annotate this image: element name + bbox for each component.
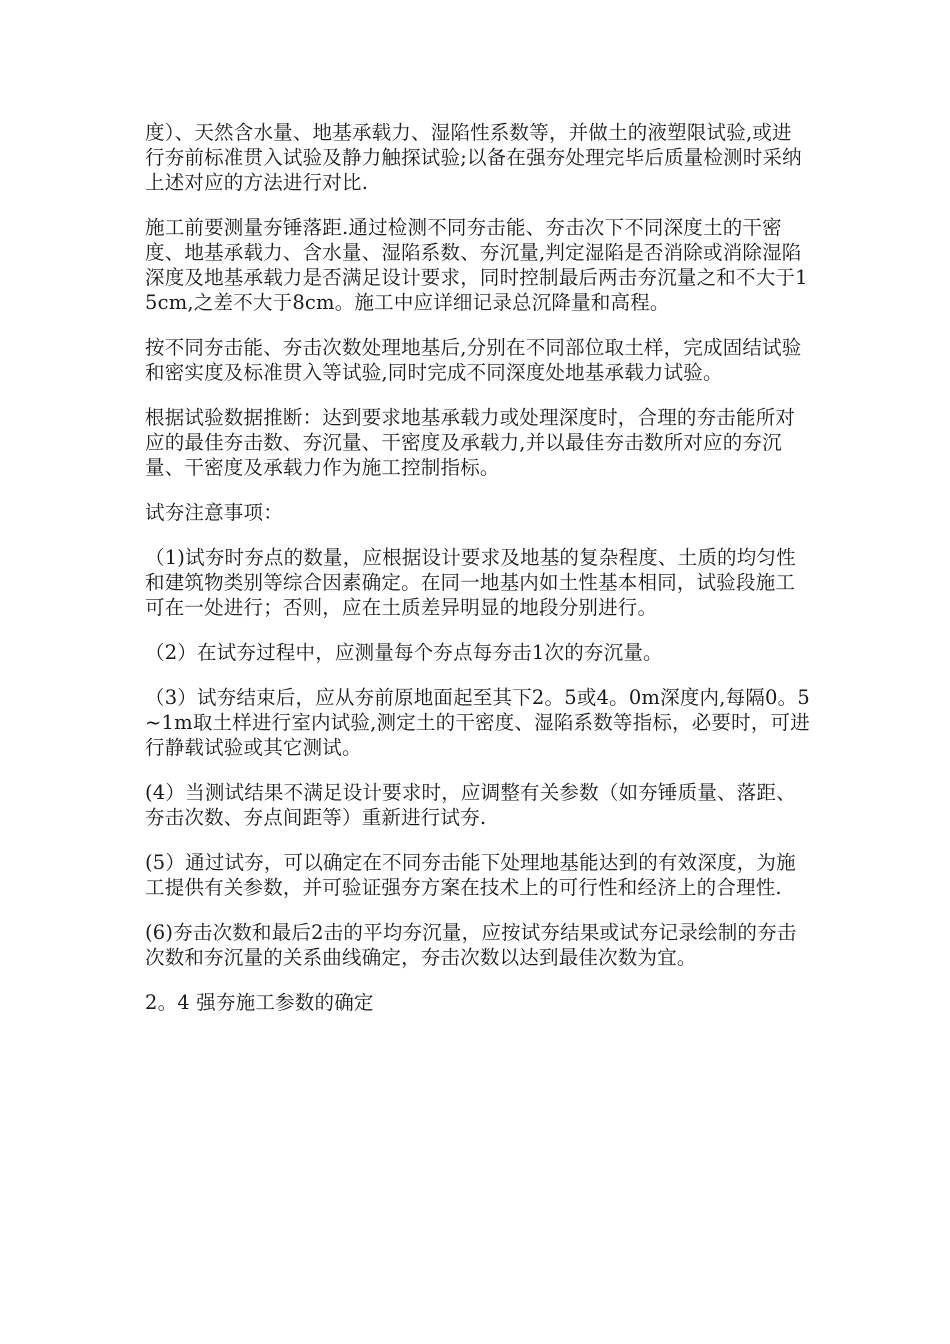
paragraph-5: 试夯注意事项：: [145, 501, 283, 524]
paragraph-4: 根据试验数据推断：达到要求地基承载力或处理深度时，合理的夯击能所对应的最佳夯击数、夯沉量、干密度及承载力,并以最佳夯击数所对应的夯沉量、干密度及承载力作为施工控制指标。: [145, 406, 796, 479]
paragraph-10: (5）通过试夯，可以确定在不同夯击能下处理地基能达到的有效深度，为施工提供有关参数，并可验证强夯方案在技术上的可行性和经济上的合理性.: [145, 851, 796, 899]
paragraph-1: 度）、天然含水量、地基承载力、湿陷性系数等，并做土的液塑限试验,或进行夯前标准贯入试验及静力触探试验;以备在强夯处理完毕后质量检测时采纳上述对应的方法进行对比.: [145, 121, 802, 194]
paragraph-2: 施工前要测量夯锤落距.通过检测不同夯击能、夯击次下不同深度土的干密度、地基承载力、含水量、湿陷系数、夯沉量,判定湿陷是否消除或消除湿陷深度及地基承载力是否满足设计要求，同时控制最后两击夯沉量之和不大于15cm,之差不大于8cm。施工中应详细记录总沉降量和高程。: [145, 216, 808, 314]
paragraph-6: （1)试夯时夯点的数量，应根据设计要求及地基的复杂程度、土质的均匀性和建筑物类别等综合因素确定。在同一地基内如土性基本相同，试验段施工可在一处进行；否则，应在土质差异明显的地段分别进行。: [145, 546, 796, 619]
section-heading: 2。4 强夯施工参数的确定: [145, 991, 374, 1014]
paragraph-9: (4）当测试结果不满足设计要求时，应调整有关参数（如夯锤质量、落距、夯击次数、夯点间距等）重新进行试夯.: [145, 781, 796, 829]
paragraph-7: （2）在试夯过程中，应测量每个夯点每夯击1次的夯沉量。: [145, 641, 663, 664]
paragraph-3: 按不同夯击能、夯击次数处理地基后,分别在不同部位取土样，完成固结试验和密实度及标准贯入等试验,同时完成不同深度处地基承载力试验。: [145, 336, 802, 384]
document-body: [145, 120, 810, 1015]
paragraph-8: （3）试夯结束后，应从夯前原地面起至其下2。5或4。0m深度内,每隔0。5~1m取土样进行室内试验,测定土的干密度、湿陷系数等指标，必要时，可进行静载试验或其它测试。: [145, 686, 810, 759]
paragraph-11: (6)夯击次数和最后2击的平均夯沉量，应按试夯结果或试夯记录绘制的夯击次数和夯沉量的关系曲线确定，夯击次数以达到最佳次数为宜。: [145, 921, 797, 969]
